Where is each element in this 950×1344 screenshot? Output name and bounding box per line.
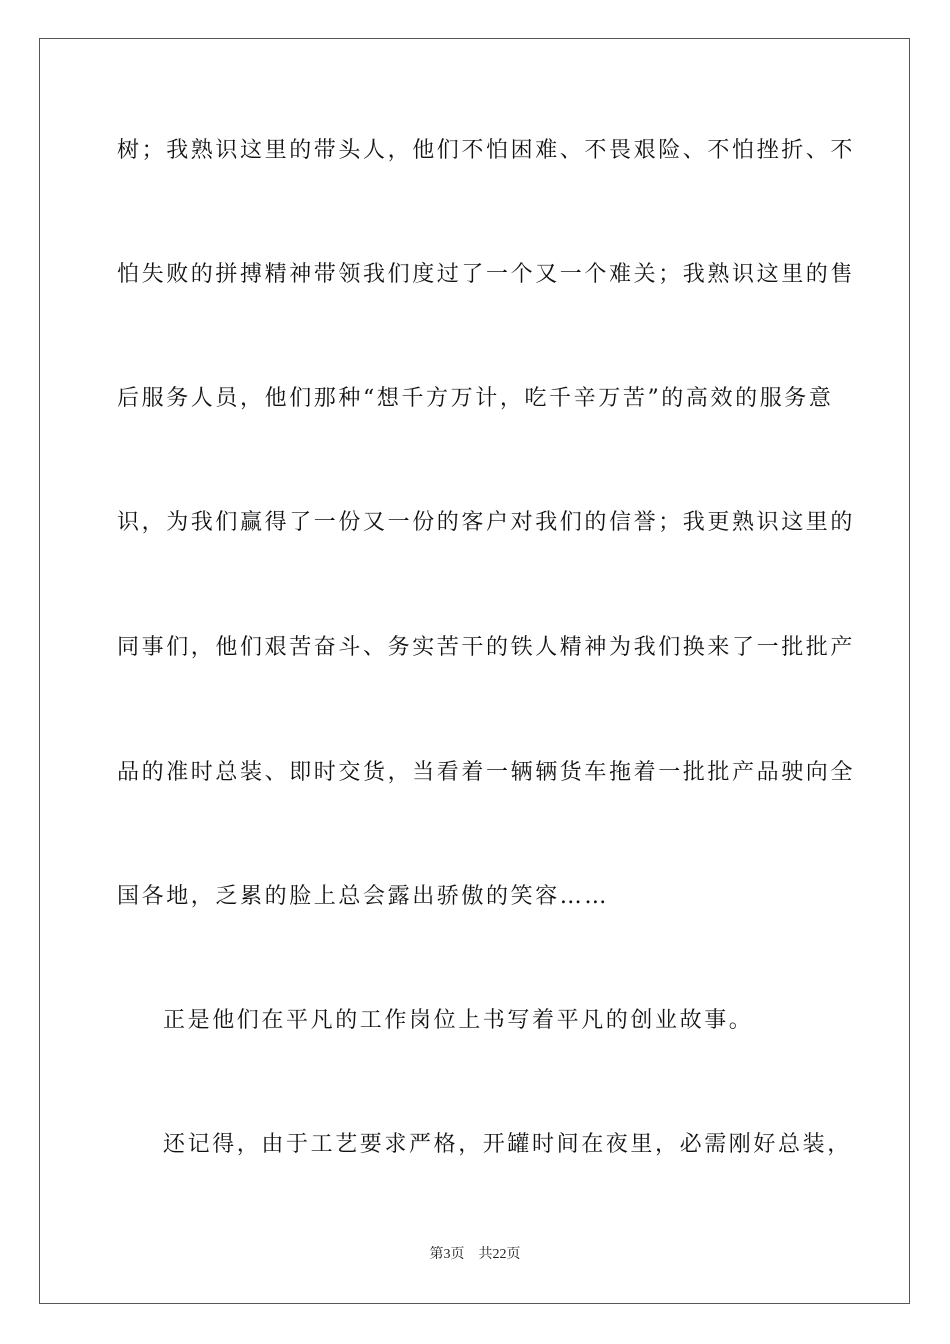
body-text-line-1: 树；我熟识这里的带头人，他们不怕困难、不畏艰险、不怕挫折、不 <box>117 138 856 163</box>
body-text-line-3: 后服务人员，他们那种“想千方万计，吃千辛万苦”的高效的服务意 <box>117 386 834 411</box>
page-footer <box>0 1245 950 1265</box>
page-number: 第3页 <box>429 1247 465 1262</box>
paragraph-1: 正是他们在平凡的工作岗位上书写着平凡的创业故事。 <box>163 1008 754 1033</box>
body-text-line-2: 怕失败的拼搏精神带领我们度过了一个又一个难关；我熟识这里的售 <box>117 262 856 287</box>
paragraph-2: 还记得，由于工艺要求严格，开罐时间在夜里，必需刚好总装， <box>163 1132 852 1157</box>
page-border <box>39 38 910 1304</box>
body-text-line-6: 品的准时总装、即时交货，当看着一辆辆货车拖着一批批产品驶向全 <box>117 760 856 785</box>
body-text-line-4: 识，为我们赢得了一份又一份的客户对我们的信誉；我更熟识这里的 <box>117 510 856 535</box>
body-text-line-5: 同事们，他们艰苦奋斗、务实苦干的铁人精神为我们换来了一批批产 <box>117 635 856 660</box>
body-text-line-7: 国各地，乏累的脸上总会露出骄傲的笑容…… <box>117 884 610 909</box>
page-total: 共22页 <box>478 1247 521 1262</box>
